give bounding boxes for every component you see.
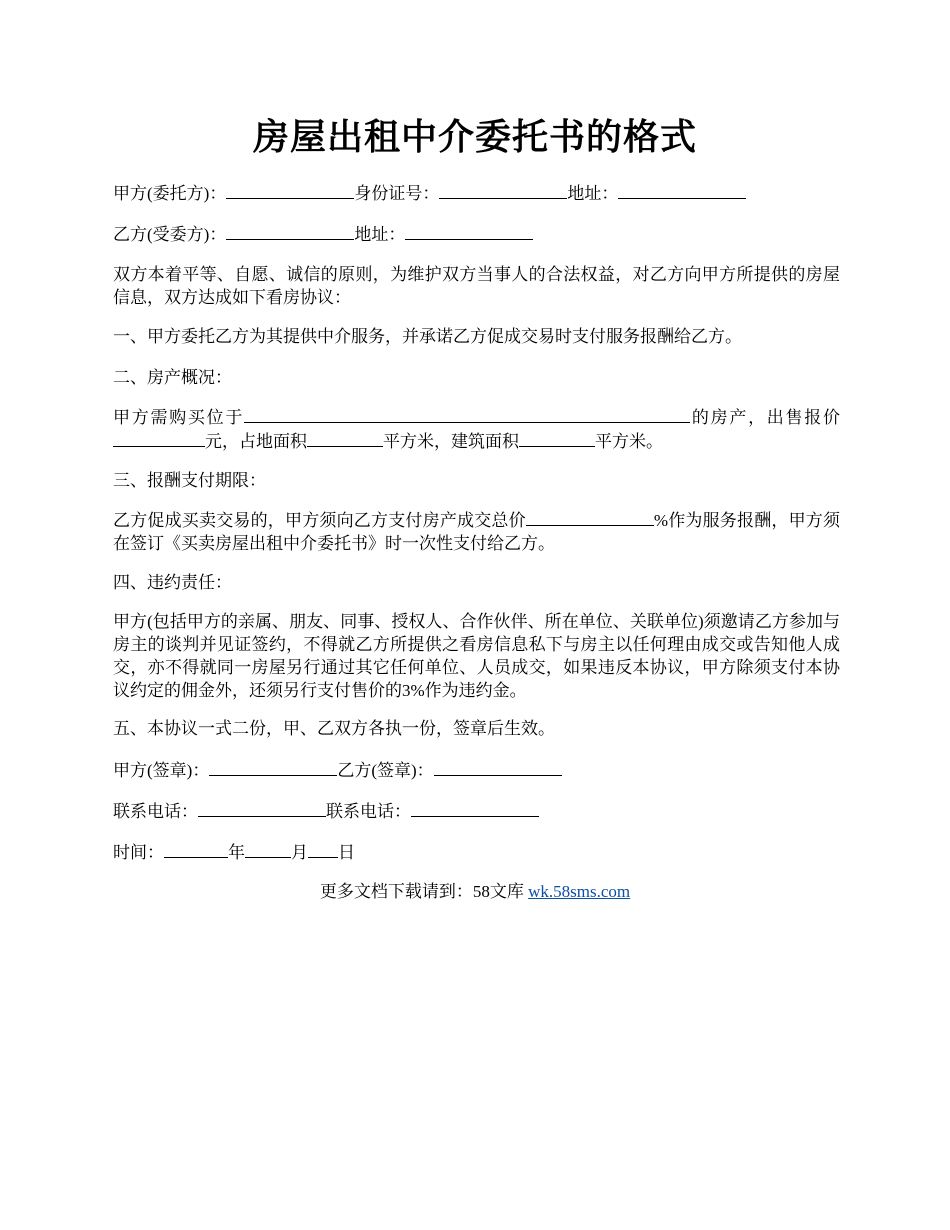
- intro-paragraph: 双方本着平等、自愿、诚信的原则，为维护双方当事人的合法权益，对乙方向甲方所提供的房屋信息，双方达成如下看房协议：: [113, 265, 840, 307]
- clause-2-text-4: 平方米，建筑面积: [383, 432, 519, 451]
- party-a-id-blank[interactable]: [439, 181, 567, 199]
- footer-link[interactable]: wk.58sms.com: [528, 882, 631, 901]
- day-blank[interactable]: [308, 840, 338, 858]
- party-a-signature-label: 甲方(签章)：: [113, 761, 210, 780]
- asking-price-blank[interactable]: [113, 429, 205, 447]
- clause-3-text-1: 乙方促成买卖交易的，甲方须向乙方支付房产成交总价: [113, 511, 526, 530]
- clause-2-text-2: 的房产，出售报价: [690, 408, 841, 427]
- clause-2-text-5: 平方米。: [595, 432, 663, 451]
- clause-4-heading: 四、违约责任：: [113, 573, 232, 592]
- download-footer: [0, 880, 950, 903]
- date-line: [113, 840, 840, 864]
- clause-3-text-2: %作为服务报酬，甲方须在签订《买卖房屋出租中介委托书》时一次性支付给乙方。: [113, 511, 840, 553]
- phone-b-blank[interactable]: [411, 799, 539, 817]
- month-label: 月: [291, 843, 308, 862]
- clause-2-text-1: 甲方需购买位于: [113, 408, 245, 427]
- month-blank[interactable]: [245, 840, 291, 858]
- phone-label-b: 联系电话：: [326, 802, 411, 821]
- party-a-line: [113, 181, 840, 205]
- year-label: 年: [228, 843, 245, 862]
- party-b-name-blank[interactable]: [226, 222, 354, 240]
- party-a-label: 甲方(委托方)：: [113, 184, 227, 203]
- clause-5: 五、本协议一式二份，甲、乙双方各执一份，签章后生效。: [113, 719, 555, 738]
- clause-2-heading: 二、房产概况：: [113, 368, 232, 387]
- day-label: 日: [338, 843, 355, 862]
- party-b-label: 乙方(受委方)：: [113, 225, 227, 244]
- party-b-signature-label: 乙方(签章)：: [337, 761, 434, 780]
- party-a-id-label: 身份证号：: [354, 184, 440, 203]
- building-area-blank[interactable]: [519, 429, 595, 447]
- phone-line: [113, 799, 840, 823]
- date-label: 时间：: [113, 843, 164, 862]
- party-b-address-label: 地址：: [354, 225, 406, 244]
- footer-text: 更多文档下载请到：58文库: [319, 882, 529, 901]
- party-b-line: [113, 222, 840, 246]
- clause-3-heading: 三、报酬支付期限：: [113, 471, 266, 490]
- signature-line: [113, 758, 840, 782]
- party-a-signature-blank[interactable]: [209, 758, 337, 776]
- clause-1: 一、甲方委托乙方为其提供中介服务，并承诺乙方促成交易时支付服务报酬给乙方。: [113, 327, 742, 346]
- clause-4-body: 甲方(包括甲方的亲属、朋友、同事、授权人、合作伙伴、所在单位、关联单位)须邀请乙方参加与房主的谈判并见证签约，不得就乙方所提供之看房信息私下与房主以任何理由成交或告知他人成交，亦不得就同一房屋另行通过其它任何单位、人员成交，如果违反本协议，甲方除须支付本协议约定的佣金外，还须另行支付售价的3%作为违约金。: [113, 612, 840, 700]
- clause-2-body: [113, 405, 840, 453]
- party-b-address-blank[interactable]: [405, 222, 533, 240]
- party-b-signature-blank[interactable]: [434, 758, 562, 776]
- clause-3-body: [113, 508, 840, 555]
- clause-2-text-3: 元，占地面积: [205, 432, 307, 451]
- commission-percent-blank[interactable]: [526, 508, 654, 526]
- party-a-name-blank[interactable]: [226, 181, 354, 199]
- year-blank[interactable]: [164, 840, 228, 858]
- party-a-address-blank[interactable]: [618, 181, 746, 199]
- property-location-blank[interactable]: [244, 405, 690, 423]
- land-area-blank[interactable]: [307, 429, 383, 447]
- phone-label-a: 联系电话：: [113, 802, 198, 821]
- party-a-address-label: 地址：: [567, 184, 619, 203]
- phone-a-blank[interactable]: [198, 799, 326, 817]
- document-title: 房屋出租中介委托书的格式: [252, 117, 697, 157]
